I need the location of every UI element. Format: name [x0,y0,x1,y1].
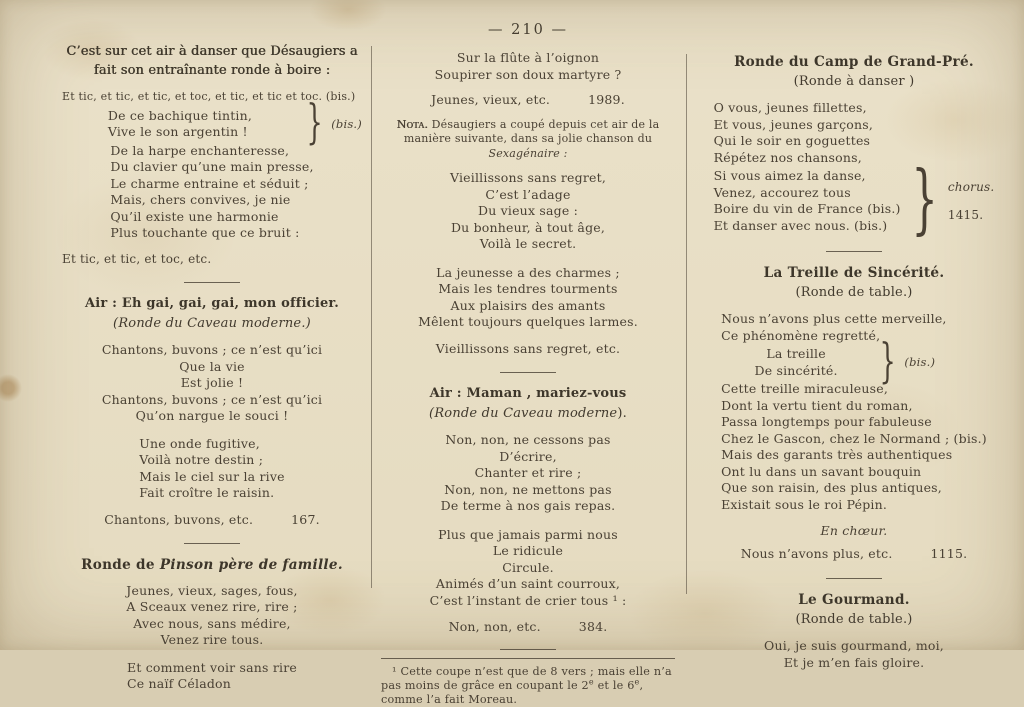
song-subtitle-italic: (Ronde du Caveau moderne [429,406,617,421]
verse-line: C’est l’adage [381,187,675,204]
verse-line: Vieillissons sans regret, [381,170,675,187]
column-rule-left [371,46,372,588]
chorus-labels [948,179,995,223]
verse-line: Est jolie ! [62,375,362,392]
verse [721,311,987,344]
bis-label: (bis.) [904,354,935,371]
verse-line: Venez, accourez tous [714,185,901,202]
verse-line: De la harpe enchanteresse, [110,143,313,160]
intro-line: fait son entraînante ronde à boire : [62,61,362,80]
verse-line: Fait croître le raisin. [139,485,284,502]
verse-with-bis [721,311,987,513]
refrain-with-air-number [62,512,362,529]
song-title: Le Gourmand. [698,592,1010,609]
verse-line: Et comment voir sans rire [127,660,297,677]
refrain-with-air-number [381,619,675,636]
section-divider [184,543,240,544]
verse-line: Venez rire tous. [62,632,362,649]
song-title-roman: Ronde de [81,557,160,573]
verse-line: De ce bachique tintin, [108,108,252,125]
refrain-line: Et tic, et tic, et toc, etc. [62,251,362,268]
air-number: 167. [291,512,320,529]
verse-line: Dont la vertu tient du roman, [721,398,987,415]
verse-line: Ce phénomène regretté, [721,328,987,345]
verse-line: Mais, chers convives, je nie [110,192,313,209]
song-title: La Treille de Sincérité. [698,265,1010,282]
verse-line: Du bonheur, à tout âge, [381,220,675,237]
refrain-etc: Non, non, etc. [449,619,541,636]
verse-line: Mais les tendres tourments [381,281,675,298]
verse-line: A Sceaux venez rire, rire ; [62,599,362,616]
verse [381,170,675,253]
verse [381,50,675,83]
refrain-etc: Nous n’avons plus, etc. [741,546,893,563]
section-divider [500,649,556,650]
song-title [62,557,362,574]
verse-line: Oui, je suis gourmand, moi, [698,638,1010,655]
verse [108,108,252,141]
verse-line: Boire du vin de France (bis.) [714,201,901,218]
verse-line: Et danser avec nous. (bis.) [714,218,901,235]
verse [721,346,871,379]
verse-line: Du clavier qu’une main presse, [110,159,313,176]
verse [714,168,901,234]
footnote-text: ¹ Cette coupe n’est que de 8 vers ; mais elle n’a pas moins de grâce en coupant le 2 [381,665,672,692]
verse-line: Chez le Gascon, chez le Normand ; (bis.) [721,431,987,448]
nota-text: Désaugiers a coupé depuis cet air de la manière suivante, dans sa jolie chanson du [404,118,660,146]
verse-line: Plus touchante que ce bruit : [110,225,313,242]
verse [62,342,362,425]
section-divider [826,251,882,252]
song-air-title: Air : Eh gai, gai, gai, mon officier. [62,296,362,313]
verse-line: Chantons, buvons ; ce n’est qu’ici [62,342,362,359]
verse-line: Si vous aimez la danse, [714,168,901,185]
verse-line: Chantons, buvons ; ce n’est qu’ici [62,392,362,409]
air-number: 1115. [931,546,968,563]
section-divider [184,282,240,283]
song-subtitle [381,406,675,423]
verse-line: Jeunes, vieux, sages, fous, [62,583,362,600]
verse-line: Une onde fugitive, [139,436,284,453]
verse [381,265,675,331]
verse-line: Animés d’un saint courroux, [381,576,675,593]
verse-line: Non, non, ne mettons pas [381,482,675,499]
air-reference-note [62,42,362,80]
verse-line: Ce naïf Céladon [127,676,297,693]
verse-line: La treille [721,346,871,363]
verse-line: Mêlent toujours quelques larmes. [381,314,675,331]
verse-line: De terme à nos gais repas. [381,498,675,515]
verse [714,100,995,166]
refrain-line: Et tic, et tic, et tic, et toc, et tic, et tic et toc. (bis.) [62,89,362,106]
column-2 [381,50,675,707]
bis-label: (bis.) [331,116,362,133]
verse [698,638,1010,671]
song-subtitle: (Ronde à danser ) [698,74,1010,91]
verse-line: Passa longtemps pour fabuleuse [721,414,987,431]
verse-line: Répétez nos chansons, [714,150,995,167]
verse-line: Que son raisin, des plus antiques, [721,480,987,497]
verse-line: Nous n’avons plus cette merveille, [721,311,987,328]
air-number: 1989. [588,92,625,109]
verse-line: Que la vie [62,359,362,376]
verse-with-bis [62,108,362,141]
verse [62,583,362,649]
verse-line: Voilà notre destin ; [139,452,284,469]
song-subtitle-end: ). [617,406,627,421]
section-divider [500,372,556,373]
verse-line: Existait sous le roi Pépin. [721,497,987,514]
verse [110,143,313,242]
verse [721,381,987,513]
intro-line: C’est sur cet air à danser que Désaugiers a [62,42,362,61]
en-choeur-label: En chœur. [698,523,1010,540]
verse [127,660,297,693]
verse-line: Du vieux sage : [381,203,675,220]
verse-line: Aux plaisirs des amants [381,298,675,315]
verse-line: Plus que jamais parmi nous [381,527,675,544]
verse-line: Circule. [381,560,675,577]
brace-glyph: } [880,344,896,381]
verse-line: Le charme entraine et séduit ; [110,176,313,193]
refrain-etc: Jeunes, vieux, etc. [431,92,550,109]
song-subtitle: (Ronde de table.) [698,285,1010,302]
verse-line: Chanter et rire ; [381,465,675,482]
song-title-italic: Pinson père de famille. [160,557,343,573]
verse [381,527,675,610]
song-subtitle: (Ronde du Caveau moderne.) [62,316,362,333]
verse-line: Mais des garants très authentiques [721,447,987,464]
column-rule-right [686,54,687,594]
column-3 [698,52,1010,680]
verse-line: Non, non, ne cessons pas [381,432,675,449]
song-subtitle: (Ronde de table.) [698,612,1010,629]
brace-glyph: } [911,171,938,231]
verse-line: La jeunesse a des charmes ; [381,265,675,282]
verse-with-chorus [714,100,995,234]
verse-line: Qu’il existe une harmonie [110,209,313,226]
chorus-brace-group [714,168,995,234]
refrain-with-air-number [381,92,675,109]
refrain-etc: Chantons, buvons, etc. [104,512,253,529]
verse-line: Ont lu dans un savant bouquin [721,464,987,481]
nota-paragraph [381,118,675,162]
song-title: Ronde du Camp de Grand-Pré. [698,54,1010,71]
verse-line: Cette treille miraculeuse, [721,381,987,398]
verse [139,436,284,502]
air-number: 384. [579,619,608,636]
verse-line: O vous, jeunes fillettes, [714,100,995,117]
verse-line: Mais le ciel sur la rive [139,469,284,486]
refrain-line: Vieillissons sans regret, etc. [381,341,675,358]
page-number: — 210 — [382,22,674,38]
verse-line: Vive le son argentin ! [108,124,252,141]
air-number: 1415. [948,207,983,224]
section-divider [826,578,882,579]
chorus-word: chorus. [948,179,995,196]
verse-line: Et je m’en fais gloire. [698,655,1010,672]
bis-brace-group [721,346,987,379]
footnote-text: et le 6 [594,679,635,692]
footnote [381,665,675,707]
verse-line: C’est l’instant de crier tous ¹ : [381,593,675,610]
verse-line: Voilà le secret. [381,236,675,253]
verse [381,432,675,515]
refrain-with-air-number [698,546,1010,563]
verse-line: De sincérité. [721,363,871,380]
column-1 [62,42,362,702]
footnote-sup: e [589,677,594,686]
verse-line: Le ridicule [381,543,675,560]
footnote-sup: e [635,677,640,686]
verse-line: Avec nous, sans médire, [62,616,362,633]
nota-italic: Sexagénaire : [488,147,567,160]
footnote-rule [381,658,675,659]
footnote-text: , comme l’a fait Moreau. [381,679,643,706]
brace-glyph: } [306,105,322,142]
verse-line: Et vous, jeunes garçons, [714,117,995,134]
nota-label: Nota. [397,118,428,131]
verse-line: Qui le soir en goguettes [714,133,995,150]
verse-line: D’écrire, [381,449,675,466]
verse-line: Soupirer son doux martyre ? [381,67,675,84]
verse-line: Sur la flûte à l’oignon [381,50,675,67]
song-air-title: Air : Maman , mariez-vous [381,386,675,403]
verse-line: Qu’on nargue le souci ! [62,408,362,425]
